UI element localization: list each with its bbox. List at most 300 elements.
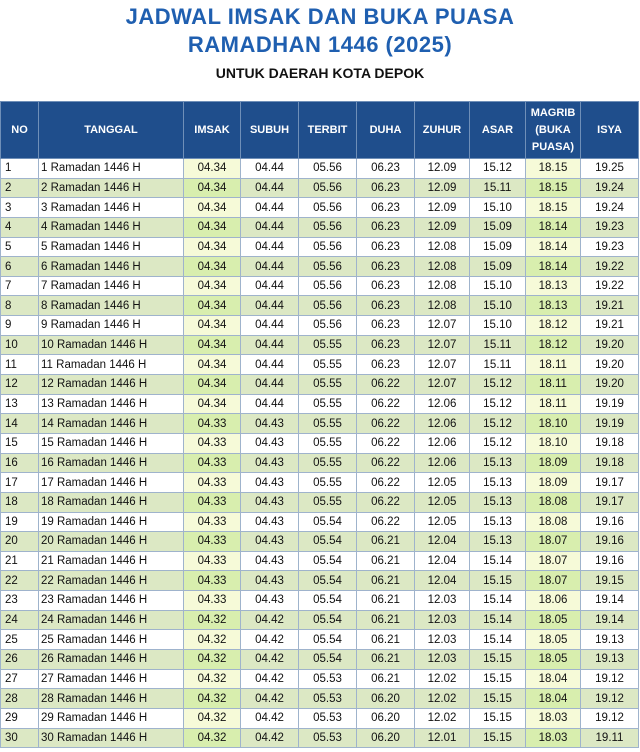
cell-terbit: 05.54 [299,551,357,571]
cell-terbit: 05.55 [299,394,357,414]
cell-isya: 19.14 [581,591,639,611]
cell-zuhur: 12.09 [415,178,470,198]
cell-duha: 06.22 [357,473,415,493]
cell-tanggal: 23 Ramadan 1446 H [39,591,184,611]
cell-isya: 19.11 [581,728,639,748]
cell-duha: 06.22 [357,453,415,473]
col-header-subuh: SUBUH [241,102,299,159]
cell-asar: 15.13 [470,512,526,532]
cell-no: 5 [1,237,39,257]
cell-subuh: 04.43 [241,532,299,552]
cell-terbit: 05.55 [299,414,357,434]
cell-asar: 15.15 [470,650,526,670]
table-row [1,375,639,395]
cell-duha: 06.21 [357,532,415,552]
cell-tanggal: 3 Ramadan 1446 H [39,198,184,218]
cell-tanggal: 14 Ramadan 1446 H [39,414,184,434]
table-row [1,591,639,611]
cell-isya: 19.21 [581,296,639,316]
cell-isya: 19.12 [581,669,639,689]
cell-imsak: 04.33 [184,453,241,473]
cell-magrib: 18.10 [526,433,581,453]
cell-duha: 06.23 [357,296,415,316]
cell-zuhur: 12.09 [415,217,470,237]
cell-asar: 15.15 [470,689,526,709]
cell-imsak: 04.32 [184,630,241,650]
cell-zuhur: 12.05 [415,492,470,512]
cell-duha: 06.22 [357,433,415,453]
cell-magrib: 18.04 [526,669,581,689]
cell-terbit: 05.54 [299,630,357,650]
cell-duha: 06.23 [357,335,415,355]
cell-tanggal: 30 Ramadan 1446 H [39,728,184,748]
cell-asar: 15.11 [470,355,526,375]
cell-magrib: 18.14 [526,217,581,237]
cell-zuhur: 12.05 [415,512,470,532]
table-row [1,335,639,355]
cell-magrib: 18.15 [526,159,581,179]
cell-no: 8 [1,296,39,316]
cell-tanggal: 18 Ramadan 1446 H [39,492,184,512]
cell-zuhur: 12.04 [415,532,470,552]
cell-no: 16 [1,453,39,473]
cell-imsak: 04.33 [184,473,241,493]
cell-duha: 06.20 [357,708,415,728]
cell-imsak: 04.34 [184,335,241,355]
cell-duha: 06.23 [357,355,415,375]
cell-no: 24 [1,610,39,630]
cell-asar: 15.15 [470,669,526,689]
cell-terbit: 05.54 [299,571,357,591]
cell-terbit: 05.56 [299,159,357,179]
cell-no: 14 [1,414,39,434]
cell-zuhur: 12.06 [415,414,470,434]
cell-duha: 06.21 [357,669,415,689]
cell-no: 17 [1,473,39,493]
cell-subuh: 04.43 [241,433,299,453]
cell-zuhur: 12.03 [415,591,470,611]
cell-zuhur: 12.02 [415,669,470,689]
cell-terbit: 05.54 [299,591,357,611]
cell-subuh: 04.43 [241,453,299,473]
cell-isya: 19.20 [581,375,639,395]
cell-imsak: 04.33 [184,571,241,591]
cell-asar: 15.15 [470,571,526,591]
cell-imsak: 04.32 [184,669,241,689]
cell-no: 22 [1,571,39,591]
cell-no: 29 [1,708,39,728]
cell-tanggal: 20 Ramadan 1446 H [39,532,184,552]
cell-subuh: 04.42 [241,728,299,748]
header-row [1,102,639,159]
cell-zuhur: 12.06 [415,433,470,453]
cell-terbit: 05.56 [299,276,357,296]
cell-magrib: 18.15 [526,198,581,218]
cell-no: 19 [1,512,39,532]
table-row [1,394,639,414]
cell-isya: 19.15 [581,571,639,591]
cell-magrib: 18.05 [526,630,581,650]
cell-terbit: 05.56 [299,237,357,257]
cell-isya: 19.24 [581,178,639,198]
col-header-tanggal: TANGGAL [39,102,184,159]
cell-tanggal: 29 Ramadan 1446 H [39,708,184,728]
cell-terbit: 05.56 [299,257,357,277]
cell-isya: 19.18 [581,453,639,473]
table-row [1,689,639,709]
col-header-imsak: IMSAK [184,102,241,159]
cell-tanggal: 9 Ramadan 1446 H [39,316,184,336]
cell-magrib: 18.03 [526,728,581,748]
cell-isya: 19.25 [581,159,639,179]
cell-zuhur: 12.08 [415,276,470,296]
cell-duha: 06.21 [357,591,415,611]
cell-asar: 15.12 [470,394,526,414]
cell-isya: 19.23 [581,237,639,257]
cell-tanggal: 15 Ramadan 1446 H [39,433,184,453]
cell-zuhur: 12.06 [415,453,470,473]
cell-imsak: 04.34 [184,355,241,375]
cell-zuhur: 12.07 [415,316,470,336]
cell-magrib: 18.11 [526,355,581,375]
table-row [1,453,639,473]
cell-tanggal: 24 Ramadan 1446 H [39,610,184,630]
cell-no: 1 [1,159,39,179]
cell-zuhur: 12.08 [415,257,470,277]
cell-asar: 15.13 [470,473,526,493]
cell-tanggal: 6 Ramadan 1446 H [39,257,184,277]
table-row [1,728,639,748]
cell-zuhur: 12.03 [415,630,470,650]
cell-terbit: 05.54 [299,512,357,532]
table-row [1,630,639,650]
cell-duha: 06.23 [357,217,415,237]
cell-asar: 15.10 [470,276,526,296]
cell-zuhur: 12.02 [415,689,470,709]
cell-terbit: 05.54 [299,650,357,670]
cell-subuh: 04.44 [241,375,299,395]
col-header-isya: ISYA [581,102,639,159]
cell-no: 25 [1,630,39,650]
cell-no: 23 [1,591,39,611]
col-header-magrib-line2: (BUKA [535,123,571,136]
cell-imsak: 04.34 [184,257,241,277]
cell-isya: 19.13 [581,650,639,670]
cell-subuh: 04.43 [241,473,299,493]
cell-subuh: 04.44 [241,178,299,198]
cell-subuh: 04.43 [241,414,299,434]
cell-tanggal: 7 Ramadan 1446 H [39,276,184,296]
cell-magrib: 18.14 [526,237,581,257]
cell-duha: 06.21 [357,610,415,630]
cell-subuh: 04.42 [241,610,299,630]
col-header-magrib [526,102,581,159]
cell-duha: 06.22 [357,414,415,434]
cell-asar: 15.12 [470,433,526,453]
cell-tanggal: 26 Ramadan 1446 H [39,650,184,670]
col-header-magrib-line3: PUASA) [531,140,575,153]
cell-zuhur: 12.06 [415,394,470,414]
cell-tanggal: 5 Ramadan 1446 H [39,237,184,257]
cell-asar: 15.13 [470,453,526,473]
cell-zuhur: 12.03 [415,610,470,630]
table-row [1,708,639,728]
cell-isya: 19.23 [581,217,639,237]
cell-terbit: 05.55 [299,492,357,512]
cell-zuhur: 12.08 [415,296,470,316]
cell-asar: 15.14 [470,610,526,630]
cell-tanggal: 12 Ramadan 1446 H [39,375,184,395]
cell-magrib: 18.09 [526,453,581,473]
cell-imsak: 04.34 [184,237,241,257]
col-header-terbit: TERBIT [299,102,357,159]
cell-terbit: 05.55 [299,473,357,493]
cell-tanggal: 17 Ramadan 1446 H [39,473,184,493]
cell-terbit: 05.56 [299,296,357,316]
cell-imsak: 04.34 [184,178,241,198]
cell-subuh: 04.42 [241,650,299,670]
cell-magrib: 18.04 [526,689,581,709]
cell-zuhur: 12.09 [415,159,470,179]
cell-imsak: 04.33 [184,591,241,611]
table-row [1,296,639,316]
cell-isya: 19.16 [581,512,639,532]
cell-no: 13 [1,394,39,414]
table-row [1,473,639,493]
cell-duha: 06.21 [357,630,415,650]
cell-asar: 15.12 [470,159,526,179]
cell-asar: 15.14 [470,551,526,571]
cell-imsak: 04.34 [184,276,241,296]
cell-asar: 15.13 [470,532,526,552]
table-row [1,316,639,336]
cell-terbit: 05.56 [299,217,357,237]
cell-magrib: 18.13 [526,276,581,296]
cell-zuhur: 12.01 [415,728,470,748]
cell-no: 9 [1,316,39,336]
schedule-table [0,101,639,748]
cell-magrib: 18.03 [526,708,581,728]
cell-terbit: 05.55 [299,375,357,395]
col-header-magrib-line1: MAGRIB [530,106,576,119]
cell-duha: 06.23 [357,316,415,336]
cell-subuh: 04.42 [241,630,299,650]
cell-tanggal: 28 Ramadan 1446 H [39,689,184,709]
cell-tanggal: 11 Ramadan 1446 H [39,355,184,375]
table-row [1,571,639,591]
cell-imsak: 04.33 [184,414,241,434]
cell-no: 18 [1,492,39,512]
cell-tanggal: 10 Ramadan 1446 H [39,335,184,355]
col-header-zuhur: ZUHUR [415,102,470,159]
cell-isya: 19.16 [581,551,639,571]
cell-zuhur: 12.08 [415,237,470,257]
cell-zuhur: 12.04 [415,551,470,571]
cell-duha: 06.22 [357,394,415,414]
cell-subuh: 04.43 [241,571,299,591]
cell-imsak: 04.33 [184,492,241,512]
cell-asar: 15.14 [470,591,526,611]
cell-zuhur: 12.05 [415,473,470,493]
cell-subuh: 04.44 [241,257,299,277]
cell-terbit: 05.56 [299,178,357,198]
cell-tanggal: 19 Ramadan 1446 H [39,512,184,532]
cell-imsak: 04.32 [184,689,241,709]
col-header-duha: DUHA [357,102,415,159]
table-body [1,159,639,748]
cell-imsak: 04.33 [184,433,241,453]
cell-no: 12 [1,375,39,395]
cell-subuh: 04.44 [241,316,299,336]
cell-magrib: 18.11 [526,375,581,395]
cell-no: 3 [1,198,39,218]
cell-duha: 06.21 [357,650,415,670]
cell-asar: 15.13 [470,492,526,512]
cell-isya: 19.20 [581,335,639,355]
cell-duha: 06.23 [357,159,415,179]
cell-imsak: 04.34 [184,198,241,218]
cell-magrib: 18.12 [526,316,581,336]
cell-imsak: 04.32 [184,610,241,630]
cell-subuh: 04.42 [241,708,299,728]
cell-subuh: 04.42 [241,689,299,709]
col-header-no: NO [1,102,39,159]
cell-asar: 15.12 [470,414,526,434]
cell-tanggal: 2 Ramadan 1446 H [39,178,184,198]
cell-no: 15 [1,433,39,453]
cell-no: 27 [1,669,39,689]
cell-asar: 15.09 [470,257,526,277]
cell-tanggal: 25 Ramadan 1446 H [39,630,184,650]
table-row [1,650,639,670]
cell-imsak: 04.34 [184,159,241,179]
cell-subuh: 04.43 [241,512,299,532]
cell-duha: 06.23 [357,237,415,257]
cell-magrib: 18.11 [526,394,581,414]
cell-magrib: 18.08 [526,492,581,512]
cell-duha: 06.23 [357,178,415,198]
table-row [1,257,639,277]
cell-terbit: 05.55 [299,453,357,473]
col-header-asar: ASAR [470,102,526,159]
cell-asar: 15.14 [470,630,526,650]
table-row [1,178,639,198]
cell-zuhur: 12.03 [415,650,470,670]
cell-asar: 15.10 [470,198,526,218]
cell-asar: 15.15 [470,728,526,748]
cell-imsak: 04.32 [184,708,241,728]
cell-zuhur: 12.04 [415,571,470,591]
cell-isya: 19.17 [581,473,639,493]
cell-asar: 15.11 [470,178,526,198]
cell-tanggal: 13 Ramadan 1446 H [39,394,184,414]
table-row [1,414,639,434]
cell-no: 10 [1,335,39,355]
cell-zuhur: 12.07 [415,335,470,355]
cell-no: 11 [1,355,39,375]
cell-magrib: 18.09 [526,473,581,493]
cell-terbit: 05.54 [299,610,357,630]
table-row [1,492,639,512]
cell-subuh: 04.43 [241,492,299,512]
cell-magrib: 18.05 [526,650,581,670]
cell-imsak: 04.34 [184,394,241,414]
cell-tanggal: 27 Ramadan 1446 H [39,669,184,689]
cell-asar: 15.11 [470,335,526,355]
cell-isya: 19.12 [581,708,639,728]
region-label: UNTUK DAERAH KOTA DEPOK [215,65,425,81]
cell-duha: 06.22 [357,512,415,532]
table-row [1,159,639,179]
cell-duha: 06.23 [357,257,415,277]
cell-duha: 06.23 [357,276,415,296]
cell-terbit: 05.56 [299,316,357,336]
cell-magrib: 18.15 [526,178,581,198]
cell-duha: 06.21 [357,551,415,571]
cell-isya: 19.19 [581,414,639,434]
cell-magrib: 18.05 [526,610,581,630]
cell-magrib: 18.06 [526,591,581,611]
cell-subuh: 04.44 [241,159,299,179]
cell-terbit: 05.53 [299,669,357,689]
cell-asar: 15.15 [470,708,526,728]
cell-terbit: 05.55 [299,355,357,375]
cell-magrib: 18.07 [526,571,581,591]
cell-tanggal: 4 Ramadan 1446 H [39,217,184,237]
cell-duha: 06.22 [357,492,415,512]
cell-imsak: 04.33 [184,551,241,571]
cell-tanggal: 21 Ramadan 1446 H [39,551,184,571]
cell-no: 21 [1,551,39,571]
table-row [1,237,639,257]
cell-imsak: 04.34 [184,217,241,237]
cell-magrib: 18.10 [526,414,581,434]
cell-no: 2 [1,178,39,198]
cell-imsak: 04.33 [184,532,241,552]
cell-terbit: 05.54 [299,532,357,552]
cell-isya: 19.20 [581,355,639,375]
cell-magrib: 18.14 [526,257,581,277]
cell-subuh: 04.44 [241,355,299,375]
cell-subuh: 04.44 [241,198,299,218]
cell-isya: 19.21 [581,316,639,336]
cell-subuh: 04.44 [241,217,299,237]
cell-duha: 06.20 [357,689,415,709]
cell-imsak: 04.32 [184,728,241,748]
cell-isya: 19.19 [581,394,639,414]
table-row [1,532,639,552]
cell-isya: 19.12 [581,689,639,709]
cell-isya: 19.24 [581,198,639,218]
cell-magrib: 18.12 [526,335,581,355]
cell-no: 4 [1,217,39,237]
cell-asar: 15.12 [470,375,526,395]
cell-terbit: 05.56 [299,198,357,218]
cell-tanggal: 8 Ramadan 1446 H [39,296,184,316]
cell-subuh: 04.43 [241,591,299,611]
cell-isya: 19.13 [581,630,639,650]
cell-terbit: 05.53 [299,708,357,728]
cell-imsak: 04.34 [184,375,241,395]
cell-tanggal: 16 Ramadan 1446 H [39,453,184,473]
cell-asar: 15.10 [470,296,526,316]
cell-magrib: 18.07 [526,551,581,571]
cell-isya: 19.22 [581,257,639,277]
cell-subuh: 04.42 [241,669,299,689]
cell-no: 7 [1,276,39,296]
cell-terbit: 05.55 [299,335,357,355]
cell-tanggal: 1 Ramadan 1446 H [39,159,184,179]
